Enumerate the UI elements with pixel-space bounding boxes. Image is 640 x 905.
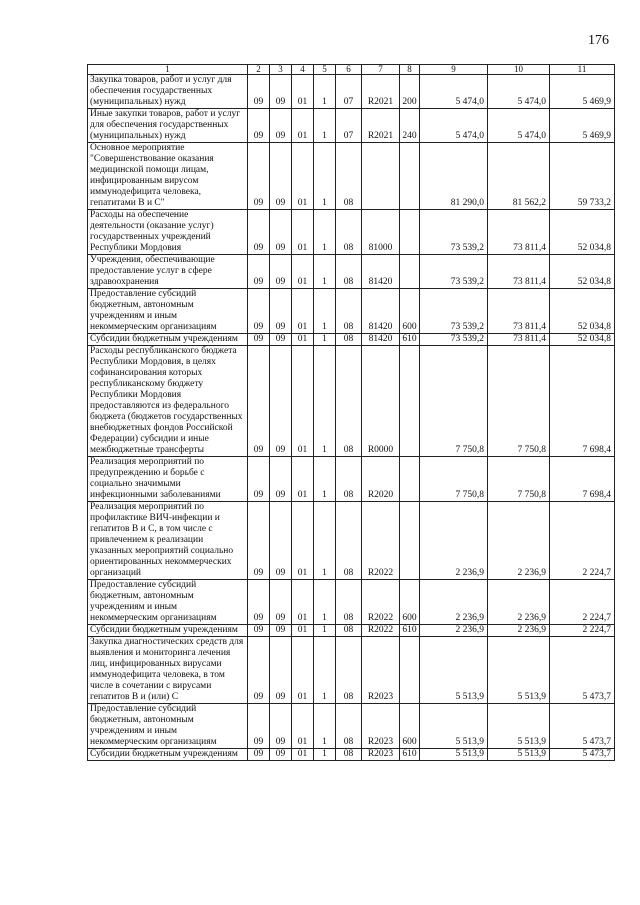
direction-code: R2023 [362,749,400,761]
amount-col-11: 5 469,9 [550,109,615,143]
subprogram-code: 1 [314,289,336,334]
event-code: 08 [336,210,362,255]
expense-type-code: 610 [400,749,420,761]
table-row [88,210,615,255]
program-code: 01 [292,289,314,334]
column-header: 4 [292,65,314,75]
subsection-code: 09 [270,109,292,143]
subsection-code: 09 [270,637,292,704]
expense-type-code [400,210,420,255]
amount-col-9: 7 750,8 [420,346,488,457]
amount-col-11: 5 473,7 [550,704,615,749]
amount-col-9: 7 750,8 [420,457,488,502]
amount-col-9: 5 474,0 [420,75,488,109]
amount-col-11: 7 698,4 [550,346,615,457]
column-header: 6 [336,65,362,75]
event-code: 08 [336,637,362,704]
direction-code: R2023 [362,637,400,704]
subprogram-code: 1 [314,75,336,109]
row-name: Субсидии бюджетным учреждениям [88,625,248,637]
subsection-code: 09 [270,580,292,625]
amount-col-9: 5 513,9 [420,637,488,704]
column-header: 2 [248,65,270,75]
direction-code: 81420 [362,255,400,289]
program-code: 01 [292,210,314,255]
amount-col-9: 73 539,2 [420,334,488,346]
amount-col-10: 5 474,0 [488,109,550,143]
event-code: 08 [336,580,362,625]
expense-type-code: 610 [400,334,420,346]
program-code: 01 [292,75,314,109]
event-code: 08 [336,457,362,502]
amount-col-10: 73 811,4 [488,334,550,346]
program-code: 01 [292,704,314,749]
expense-type-code: 600 [400,580,420,625]
row-name: Расходы республиканского бюджета Республики Мордовия, в целях софинансирования которых республиканскому бюджету Республики Мордовия предоставляются из федерального бюджета (бюджетов государственных внебюджетных фондов Российской Федерации) субсидии и иные межбюджетные трансферты [88,346,248,457]
expense-type-code: 240 [400,109,420,143]
table-row [88,749,615,761]
column-header: 3 [270,65,292,75]
amount-col-10: 2 236,9 [488,580,550,625]
column-header: 9 [420,65,488,75]
subprogram-code: 1 [314,334,336,346]
subprogram-code: 1 [314,637,336,704]
row-name: Расходы на обеспечение деятельности (оказание услуг) государственных учреждений Республики Мордовия [88,210,248,255]
section-code: 09 [248,143,270,210]
subprogram-code: 1 [314,346,336,457]
subsection-code: 09 [270,210,292,255]
subprogram-code: 1 [314,502,336,580]
section-code: 09 [248,580,270,625]
table-row [88,457,615,502]
table-row [88,109,615,143]
amount-col-10: 2 236,9 [488,502,550,580]
column-header: 7 [362,65,400,75]
subsection-code: 09 [270,143,292,210]
program-code: 01 [292,334,314,346]
column-header: 1 [88,65,248,75]
row-name: Предоставление субсидий бюджетным, автономным учреждениям и иным некоммерческим организациям [88,704,248,749]
row-name: Реализация мероприятий по профилактике ВИЧ-инфекции и гепатитов В и С, в том числе с привлечением к реализации указанных мероприятий социально ориентированных некоммерческих организаций [88,502,248,580]
table-row [88,637,615,704]
program-code: 01 [292,109,314,143]
page-number: 176 [588,33,609,48]
amount-col-11: 52 034,8 [550,334,615,346]
amount-col-11: 52 034,8 [550,210,615,255]
amount-col-9: 81 290,0 [420,143,488,210]
amount-col-9: 5 513,9 [420,704,488,749]
table-row [88,502,615,580]
direction-code: R2021 [362,109,400,143]
event-code: 08 [336,143,362,210]
column-header: 10 [488,65,550,75]
expense-type-code [400,637,420,704]
subsection-code: 09 [270,749,292,761]
amount-col-10: 5 474,0 [488,75,550,109]
amount-col-11: 52 034,8 [550,255,615,289]
amount-col-9: 5 474,0 [420,109,488,143]
section-code: 09 [248,210,270,255]
direction-code: R2020 [362,457,400,502]
subprogram-code: 1 [314,143,336,210]
amount-col-9: 2 236,9 [420,580,488,625]
subsection-code: 09 [270,346,292,457]
event-code: 07 [336,109,362,143]
subprogram-code: 1 [314,457,336,502]
table-row [88,580,615,625]
section-code: 09 [248,75,270,109]
table-row [88,625,615,637]
program-code: 01 [292,255,314,289]
event-code: 08 [336,704,362,749]
amount-col-9: 73 539,2 [420,210,488,255]
program-code: 01 [292,346,314,457]
amount-col-11: 5 473,7 [550,637,615,704]
expense-type-code [400,502,420,580]
program-code: 01 [292,749,314,761]
amount-col-9: 73 539,2 [420,289,488,334]
amount-col-10: 73 811,4 [488,210,550,255]
expense-type-code: 600 [400,289,420,334]
subsection-code: 09 [270,75,292,109]
row-name: Иные закупки товаров, работ и услуг для обеспечения государственных (муниципальных) нужд [88,109,248,143]
subprogram-code: 1 [314,580,336,625]
table-header-row [88,65,615,75]
row-name: Закупка товаров, работ и услуг для обеспечения государственных (муниципальных) нужд [88,75,248,109]
section-code: 09 [248,749,270,761]
amount-col-9: 2 236,9 [420,502,488,580]
subprogram-code: 1 [314,704,336,749]
direction-code: 81000 [362,210,400,255]
section-code: 09 [248,704,270,749]
direction-code: R0000 [362,346,400,457]
event-code: 08 [336,289,362,334]
subprogram-code: 1 [314,625,336,637]
subsection-code: 09 [270,289,292,334]
table-body [88,75,615,761]
column-header: 5 [314,65,336,75]
expense-type-code [400,143,420,210]
direction-code: 81420 [362,334,400,346]
amount-col-10: 73 811,4 [488,289,550,334]
subsection-code: 09 [270,502,292,580]
program-code: 01 [292,625,314,637]
direction-code: R2022 [362,625,400,637]
subprogram-code: 1 [314,749,336,761]
section-code: 09 [248,289,270,334]
section-code: 09 [248,457,270,502]
subsection-code: 09 [270,625,292,637]
amount-col-10: 7 750,8 [488,346,550,457]
event-code: 08 [336,625,362,637]
row-name: Закупка диагностических средств для выявления и мониторинга лечения лиц, инфицированных вирусами иммунодефицита человека, в том числе в сочетании с вирусами гепатитов В и (или) С [88,637,248,704]
expense-type-code: 610 [400,625,420,637]
amount-col-11: 52 034,8 [550,289,615,334]
program-code: 01 [292,580,314,625]
table-row [88,289,615,334]
event-code: 08 [336,334,362,346]
row-name: Основное мероприятие "Совершенствование оказания медицинской помощи лицам, инфицированным вирусом иммунодефицита человека, гепатитами В и С" [88,143,248,210]
amount-col-10: 7 750,8 [488,457,550,502]
section-code: 09 [248,502,270,580]
direction-code [362,143,400,210]
amount-col-11: 7 698,4 [550,457,615,502]
table-row [88,346,615,457]
subsection-code: 09 [270,255,292,289]
expense-type-code: 200 [400,75,420,109]
program-code: 01 [292,502,314,580]
subsection-code: 09 [270,704,292,749]
event-code: 08 [336,502,362,580]
amount-col-9: 2 236,9 [420,625,488,637]
expense-type-code: 600 [400,704,420,749]
column-header: 11 [550,65,615,75]
row-name: Реализация мероприятий по предупреждению и борьбе с социально значимыми инфекционными заболеваниями [88,457,248,502]
event-code: 08 [336,255,362,289]
amount-col-10: 2 236,9 [488,625,550,637]
section-code: 09 [248,346,270,457]
event-code: 08 [336,346,362,457]
direction-code: R2022 [362,580,400,625]
table-row [88,255,615,289]
amount-col-10: 5 513,9 [488,637,550,704]
direction-code: R2021 [362,75,400,109]
amount-col-11: 2 224,7 [550,625,615,637]
amount-col-11: 2 224,7 [550,502,615,580]
event-code: 08 [336,749,362,761]
table-row [88,75,615,109]
program-code: 01 [292,457,314,502]
section-code: 09 [248,334,270,346]
amount-col-9: 5 513,9 [420,749,488,761]
amount-col-11: 5 473,7 [550,749,615,761]
subprogram-code: 1 [314,255,336,289]
program-code: 01 [292,637,314,704]
expense-type-code [400,346,420,457]
row-name: Предоставление субсидий бюджетным, автономным учреждениям и иным некоммерческим организациям [88,580,248,625]
table-row [88,704,615,749]
section-code: 09 [248,637,270,704]
amount-col-11: 2 224,7 [550,580,615,625]
amount-col-10: 73 811,4 [488,255,550,289]
table-row [88,334,615,346]
amount-col-10: 5 513,9 [488,704,550,749]
row-name: Субсидии бюджетным учреждениям [88,334,248,346]
program-code: 01 [292,143,314,210]
amount-col-11: 59 733,2 [550,143,615,210]
expense-type-code [400,255,420,289]
expense-type-code [400,457,420,502]
amount-col-10: 81 562,2 [488,143,550,210]
subprogram-code: 1 [314,109,336,143]
section-code: 09 [248,625,270,637]
row-name: Учреждения, обеспечивающие предоставление услуг в сфере здравоохранения [88,255,248,289]
budget-table [87,64,615,761]
amount-col-9: 73 539,2 [420,255,488,289]
section-code: 09 [248,109,270,143]
table-row [88,143,615,210]
subsection-code: 09 [270,457,292,502]
subprogram-code: 1 [314,210,336,255]
subsection-code: 09 [270,334,292,346]
row-name: Предоставление субсидий бюджетным, автономным учреждениям и иным некоммерческим организациям [88,289,248,334]
section-code: 09 [248,255,270,289]
row-name: Субсидии бюджетным учреждениям [88,749,248,761]
direction-code: 81420 [362,289,400,334]
column-header: 8 [400,65,420,75]
direction-code: R2023 [362,704,400,749]
amount-col-11: 5 469,9 [550,75,615,109]
direction-code: R2022 [362,502,400,580]
amount-col-10: 5 513,9 [488,749,550,761]
event-code: 07 [336,75,362,109]
